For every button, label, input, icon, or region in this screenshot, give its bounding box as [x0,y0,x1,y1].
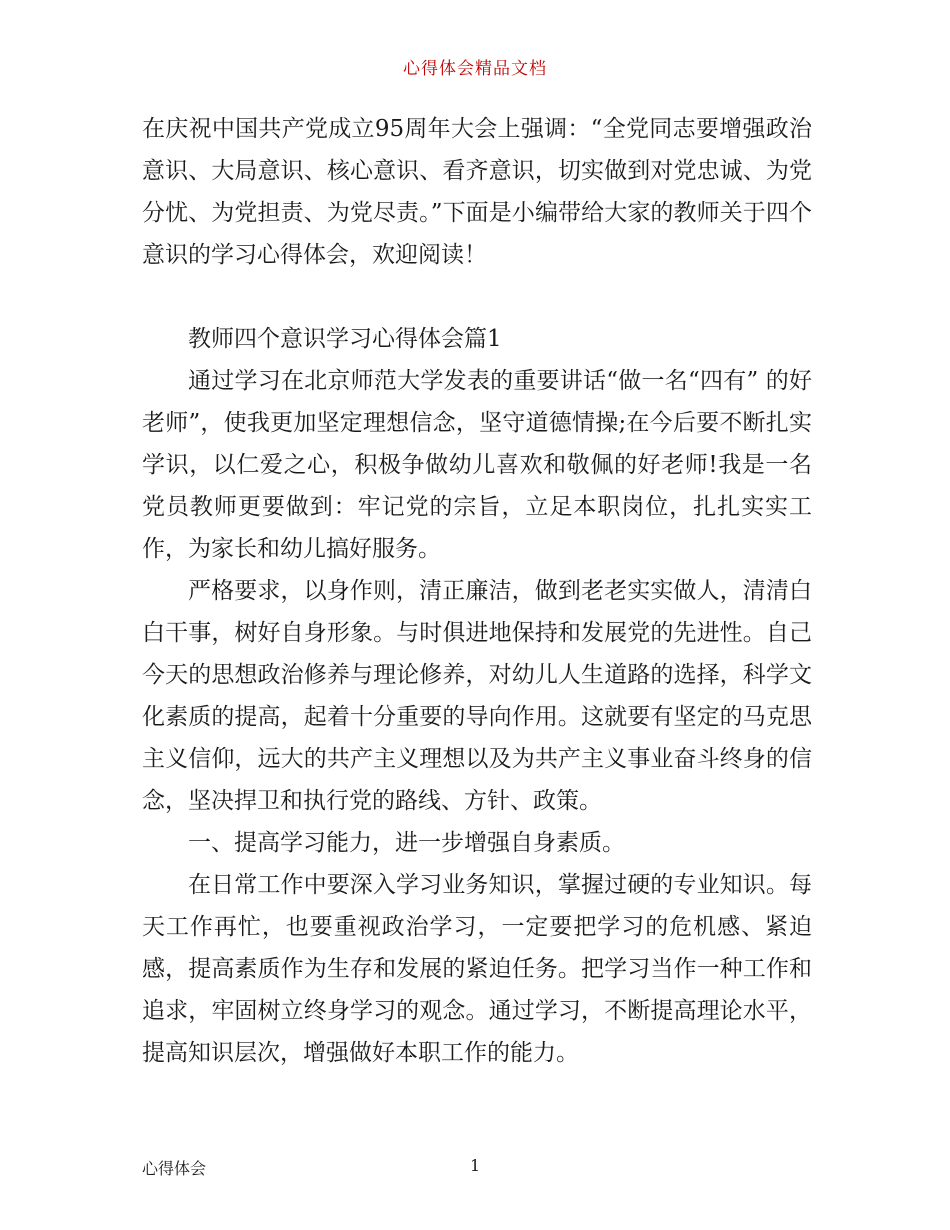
intro-paragraph: 在庆祝中国共产党成立95周年大会上强调：“全党同志要增强政治意识、大局意识、核心意识、看齐意识，切实做到对党忠诚、为党分忧、为党担责、为党尽责。”下面是小编带给大家的教师关于四个意识的学习心得体会，欢迎阅读！ [142,116,812,268]
footer-label: 心得体会 [142,1159,207,1178]
paragraph-1: 通过学习在北京师范大学发表的重要讲话“做一名“四有” 的好老师”，使我更加坚定理想信念，坚守道德情操;在今后要不断扎实学识，以仁爱之心，积极争做幼儿喜欢和敬佩的好老师!我是一名党员教师更要做到：牢记党的宗旨，立足本职岗位，扎扎实实工作，为家长和幼儿搞好服务。 [142,368,812,562]
document-header: 心得体会精品文档 [403,59,547,79]
section-title: 教师四个意识学习心得体会篇1 [188,326,502,352]
document-body [142,108,812,1074]
paragraph-3-heading: 一、提高学习能力，进一步增强自身素质。 [188,830,625,856]
paragraph-2: 严格要求，以身作则，清正廉洁，做到老老实实做人，清清白白干事，树好自身形象。与时俱进地保持和发展党的先进性。自己今天的思想政治修养与理论修养，对幼儿人生道路的选择，科学文化素质的提高，起着十分重要的导向作用。这就要有坚定的马克思主义信仰，远大的共产主义理想以及为共产主义事业奋斗终身的信念，坚决捍卫和执行党的路线、方针、政策。 [142,578,812,814]
paragraph-spacer [142,276,812,318]
paragraph-4: 在日常工作中要深入学习业务知识，掌握过硬的专业知识。每天工作再忙，也要重视政治学习，一定要把学习的危机感、紧迫感，提高素质作为生存和发展的紧迫任务。把学习当作一种工作和追求，牢固树立终身学习的观念。通过学习，不断提高理论水平，提高知识层次，增强做好本职工作的能力。 [142,872,812,1066]
page-number: 1 [470,1156,481,1175]
